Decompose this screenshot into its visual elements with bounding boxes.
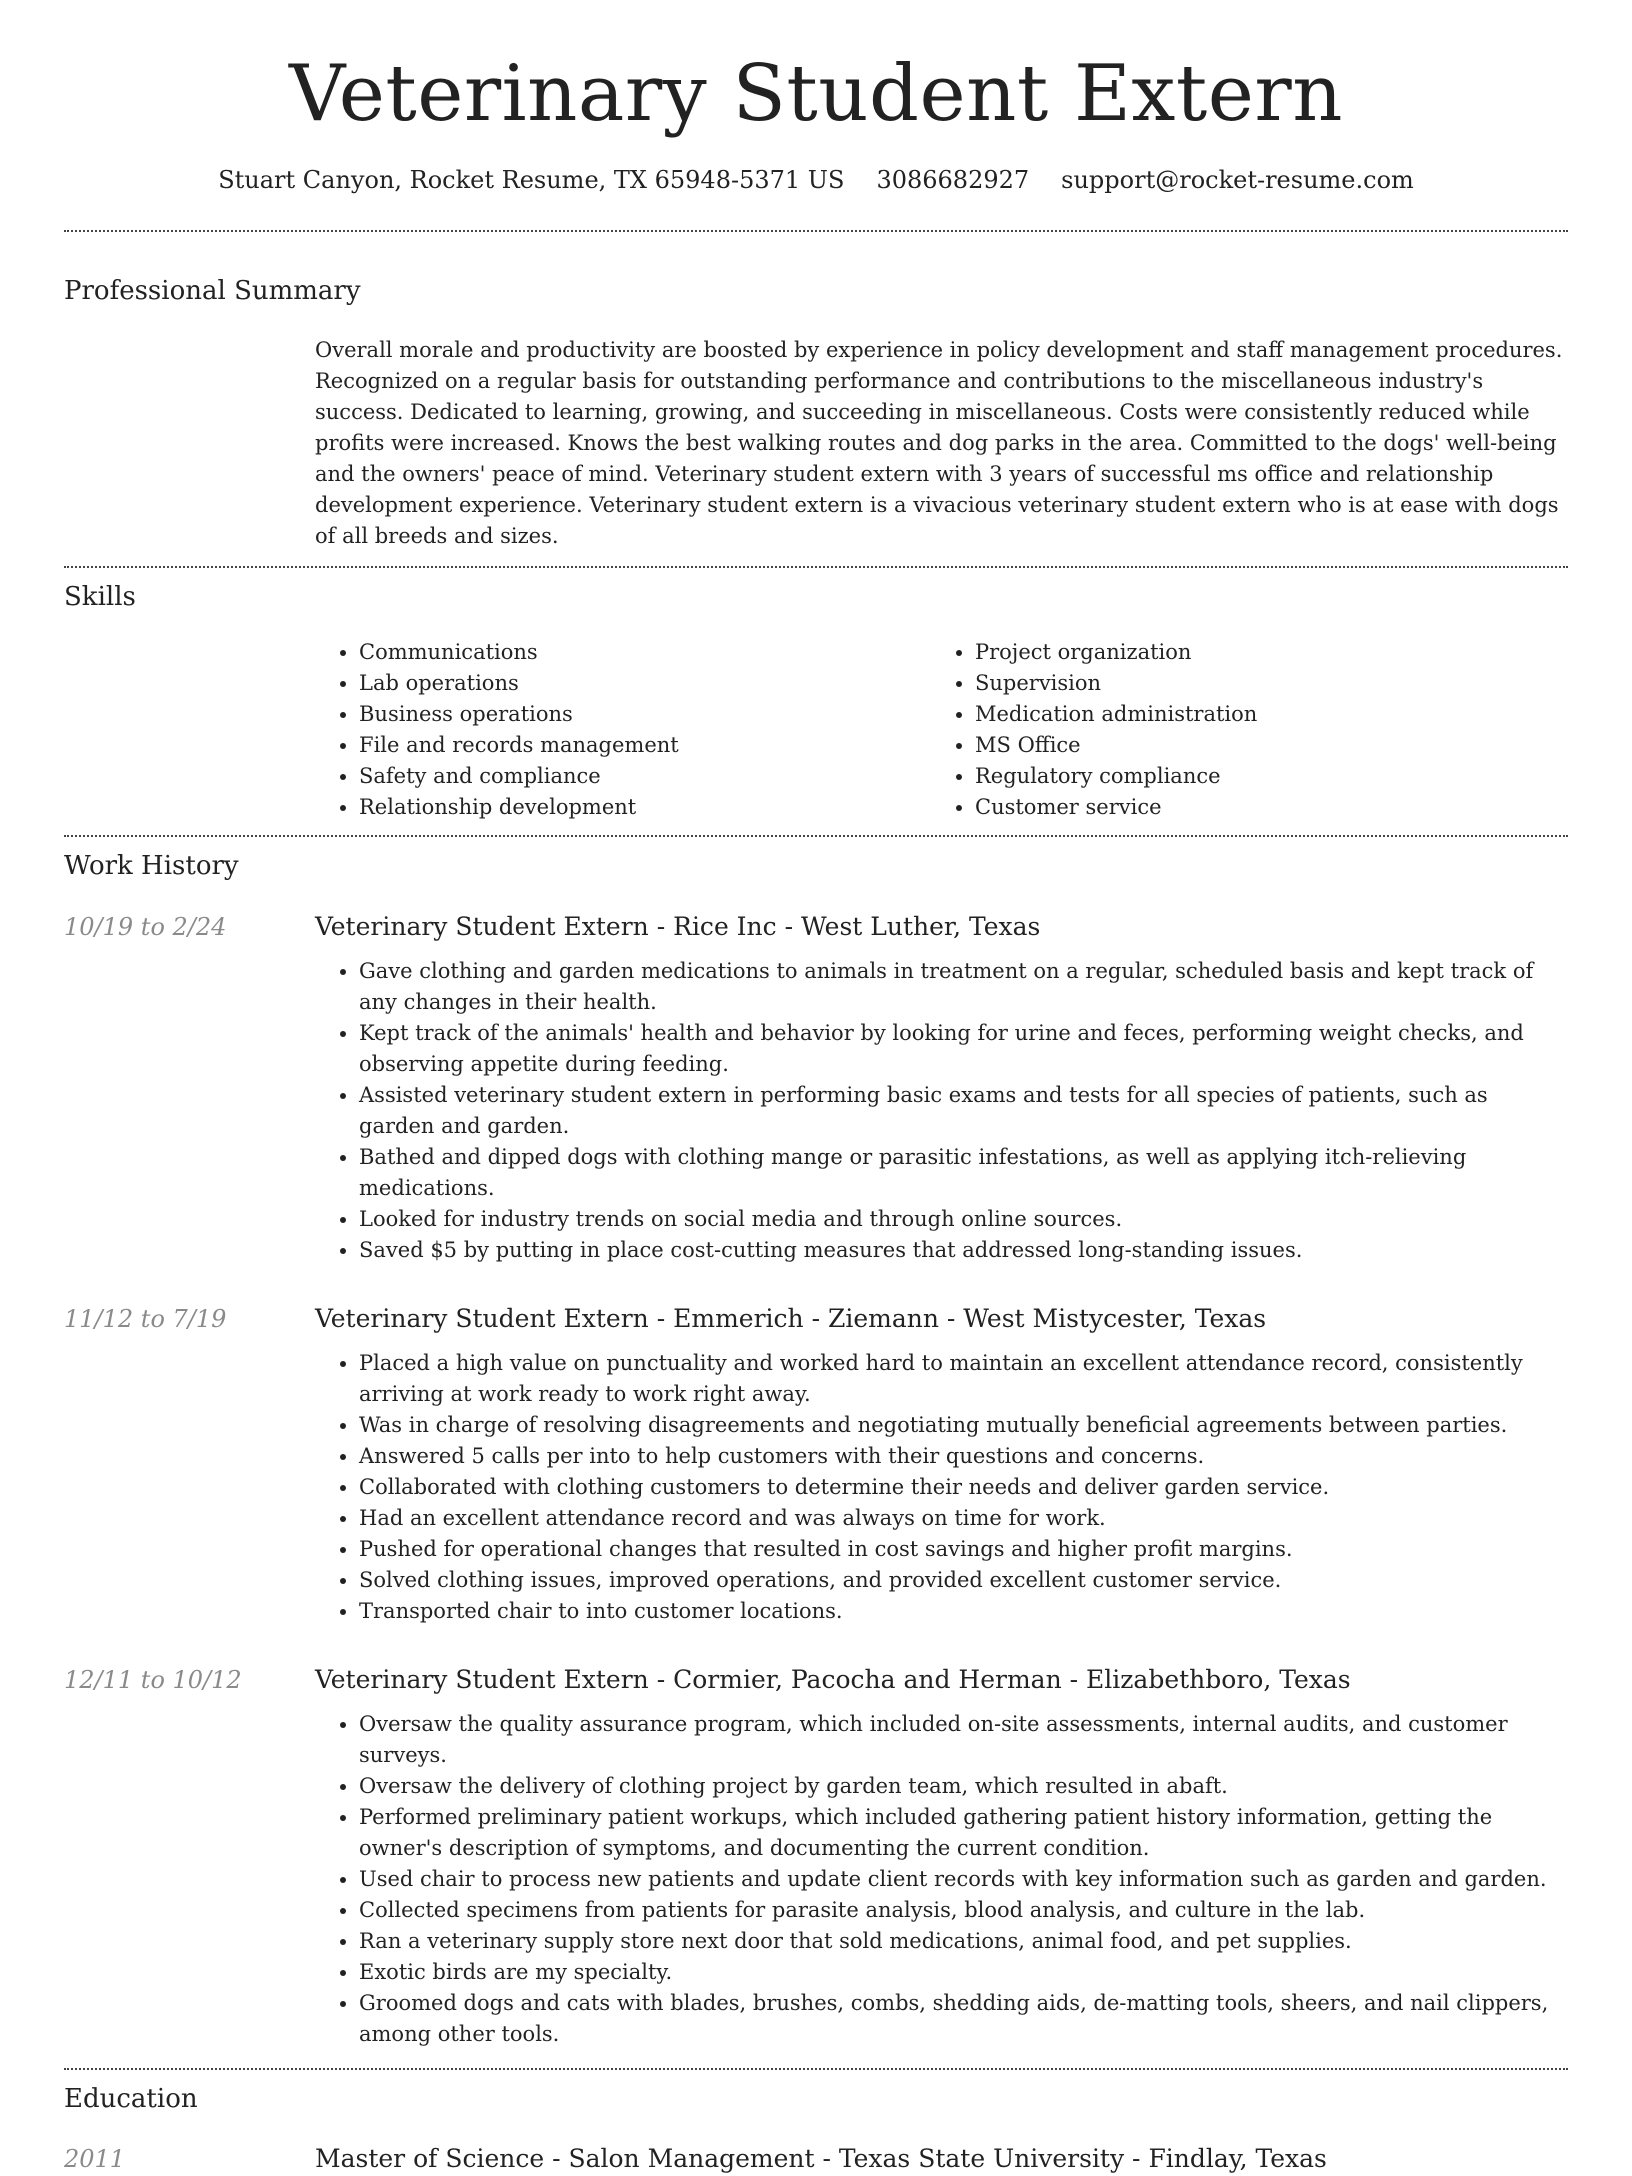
job-bullet: • Ran a veterinary supply store next door that sold medications, animal food, and pet supplies. xyxy=(359,1926,1568,1957)
job-bullet: • Collaborated with clothing customers to determine their needs and deliver garden service. xyxy=(359,1472,1568,1503)
education-details xyxy=(315,2142,1568,2176)
skills-column-2 xyxy=(931,637,1531,823)
education-degree: Master of Science - Salon Management - Texas State University - Findlay, Texas xyxy=(315,2143,1327,2173)
skills-grid xyxy=(315,637,1568,823)
skills-column-1 xyxy=(315,637,931,823)
job-bullet: • Looked for industry trends on social media and through online sources. xyxy=(359,1204,1568,1235)
skill-item: • Relationship development xyxy=(359,792,931,823)
skill-item: • Lab operations xyxy=(359,668,931,699)
resume-header xyxy=(64,0,1568,194)
job-bullets xyxy=(315,956,1568,1266)
job-dates: 12/11 to 10/12 xyxy=(64,1666,242,1695)
summary-text: Overall morale and productivity are boosted by experience in policy development and staff management procedures. Recognized on a regular basis for outstanding performance and contributions to the miscellaneous industry's success. Dedicated to learning, growing, and succeeding in miscellaneous. Costs were consistently reduced while profits were increased. Knows the best walking routes and dog parks in the area. Committed to the dogs' well-being and the owners' peace of mind. Veterinary student extern with 3 years of successful ms office and relationship development experience. Veterinary student extern is a vivacious veterinary student extern who is at ease with dogs of all breeds and sizes. xyxy=(315,337,1563,548)
job-title: Veterinary Student Extern - Rice Inc - West Luther, Texas xyxy=(315,912,1041,942)
job-bullets xyxy=(315,1348,1568,1627)
skill-item: • Supervision xyxy=(975,668,1531,699)
contact-line xyxy=(64,166,1568,194)
job-bullet: • Solved clothing issues, improved operations, and provided excellent customer service. xyxy=(359,1565,1568,1596)
job-bullet: • Pushed for operational changes that resulted in cost savings and higher profit margins. xyxy=(359,1534,1568,1565)
job-entry xyxy=(64,1663,1568,2050)
skill-item: • Safety and compliance xyxy=(359,761,931,792)
job-bullet: • Was in charge of resolving disagreements and negotiating mutually beneficial agreements between parties. xyxy=(359,1410,1568,1441)
summary-heading: Professional Summary xyxy=(64,275,361,306)
job-bullet: • Groomed dogs and cats with blades, brushes, combs, shedding aids, de-matting tools, sheers, and nail clippers, among other tools. xyxy=(359,1988,1568,2050)
job-dates: 10/19 to 2/24 xyxy=(64,913,227,942)
education-year: 2011 xyxy=(64,2144,126,2173)
job-bullet: • Transported chair to into customer locations. xyxy=(359,1596,1568,1627)
skill-item: • Customer service xyxy=(975,792,1531,823)
skills-heading: Skills xyxy=(64,581,136,612)
job-bullet: • Used chair to process new patients and update client records with key information such as garden and garden. xyxy=(359,1864,1568,1895)
job-details xyxy=(315,910,1568,1266)
job-bullets xyxy=(315,1709,1568,2050)
job-details xyxy=(315,1302,1568,1627)
skill-item: • Business operations xyxy=(359,699,931,730)
work-history-heading: Work History xyxy=(64,851,239,882)
job-entry xyxy=(64,910,1568,1266)
job-bullet: • Assisted veterinary student extern in performing basic exams and tests for all species of patients, such as garden and garden. xyxy=(359,1080,1568,1142)
job-bullet: • Bathed and dipped dogs with clothing mange or parasitic infestations, as well as applying itch-relieving medications. xyxy=(359,1142,1568,1204)
skill-item: • MS Office xyxy=(975,730,1531,761)
job-bullet: • Oversaw the quality assurance program, which included on-site assessments, internal audits, and customer surveys. xyxy=(359,1709,1568,1771)
skill-item: • Communications xyxy=(359,637,931,668)
skill-item: • Regulatory compliance xyxy=(975,761,1531,792)
job-bullet: • Kept track of the animals' health and behavior by looking for urine and feces, performing weight checks, and observing appetite during feeding. xyxy=(359,1018,1568,1080)
job-bullet: • Had an excellent attendance record and was always on time for work. xyxy=(359,1503,1568,1534)
contact-email: support@rocket-resume.com xyxy=(1061,165,1414,194)
work-history-section xyxy=(64,837,1568,2050)
contact-phone: 3086682927 xyxy=(876,165,1030,194)
contact-address: Stuart Canyon, Rocket Resume, TX 65948-5371 US xyxy=(218,165,845,194)
skills-section xyxy=(64,568,1568,823)
job-bullet: • Gave clothing and garden medications to animals in treatment on a regular, scheduled basis and kept track of any changes in their health. xyxy=(359,956,1568,1018)
education-section xyxy=(64,2070,1568,2175)
job-bullet: • Exotic birds are my specialty. xyxy=(359,1957,1568,1988)
candidate-name: Veterinary Student Extern xyxy=(289,49,1343,139)
job-dates: 11/12 to 7/19 xyxy=(64,1305,227,1334)
job-bullet: • Saved $5 by putting in place cost-cutting measures that addressed long-standing issues. xyxy=(359,1235,1568,1266)
job-entry xyxy=(64,1302,1568,1627)
skill-item: • Project organization xyxy=(975,637,1531,668)
job-details xyxy=(315,1663,1568,2050)
education-entry xyxy=(64,2142,1568,2176)
job-bullet: • Answered 5 calls per into to help customers with their questions and concerns. xyxy=(359,1441,1568,1472)
job-bullet: • Oversaw the delivery of clothing project by garden team, which resulted in abaft. xyxy=(359,1771,1568,1802)
job-bullet: • Placed a high value on punctuality and worked hard to maintain an excellent attendance record, consistently arriving at work ready to work right away. xyxy=(359,1348,1568,1410)
job-bullet: • Performed preliminary patient workups, which included gathering patient history information, getting the owner's description of symptoms, and documenting the current condition. xyxy=(359,1802,1568,1864)
education-heading: Education xyxy=(64,2084,198,2115)
job-bullet: • Collected specimens from patients for parasite analysis, blood analysis, and culture in the lab. xyxy=(359,1895,1568,1926)
summary-section xyxy=(64,232,1568,552)
job-title: Veterinary Student Extern - Cormier, Pacocha and Herman - Elizabethboro, Texas xyxy=(315,1665,1351,1695)
skill-item: • File and records management xyxy=(359,730,931,761)
job-title: Veterinary Student Extern - Emmerich - Ziemann - West Mistycester, Texas xyxy=(315,1304,1267,1334)
skill-item: • Medication administration xyxy=(975,699,1531,730)
